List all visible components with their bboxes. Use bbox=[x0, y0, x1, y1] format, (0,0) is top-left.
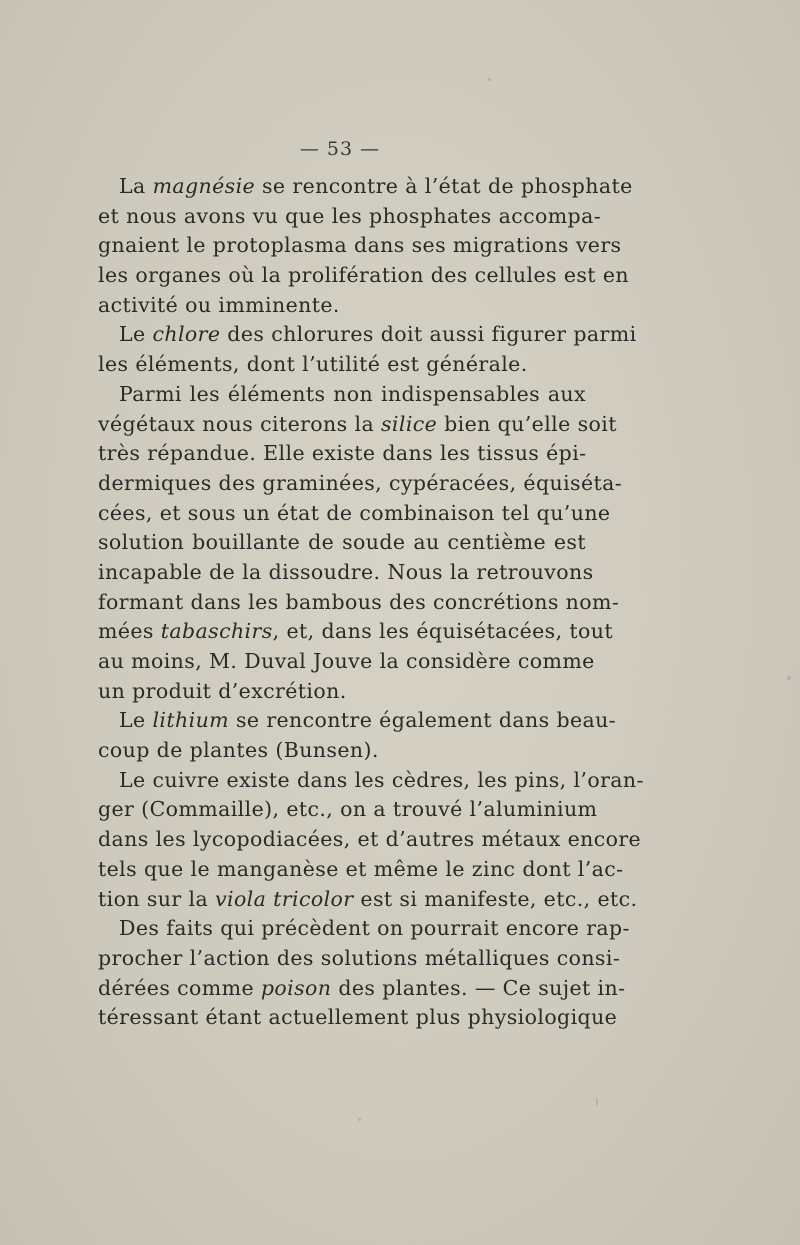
italic-term: tabaschirs bbox=[160, 619, 273, 644]
text-line bbox=[98, 380, 586, 410]
text-line bbox=[98, 558, 594, 588]
paper-speck bbox=[787, 676, 791, 680]
text-segment: très répandue. Elle existe dans les tissus épi- bbox=[98, 441, 587, 466]
text-line bbox=[98, 766, 644, 796]
italic-term: chlore bbox=[152, 322, 221, 347]
text-line bbox=[98, 944, 621, 974]
text-segment: se rencontre également dans beau- bbox=[229, 708, 617, 733]
text-segment: végétaux nous citerons la bbox=[98, 411, 381, 436]
text-segment: La bbox=[119, 174, 153, 198]
text-line bbox=[98, 706, 617, 736]
text-line bbox=[98, 974, 626, 1004]
text-segment: gnaient le protoplasma dans ses migrations vers bbox=[98, 233, 622, 258]
text-segment: des plantes. — Ce sujet in- bbox=[331, 975, 626, 1000]
text-segment: formant dans les bambous des concrétions nom- bbox=[98, 589, 620, 614]
text-line bbox=[98, 410, 617, 440]
text-line bbox=[98, 825, 642, 855]
text-segment: téressant étant actuellement plus physiologique bbox=[98, 1005, 618, 1030]
text-line bbox=[98, 736, 586, 766]
italic-term: magnésie bbox=[152, 174, 256, 198]
text-segment: , et, dans les équisétacées, tout bbox=[272, 619, 614, 644]
paper-speck bbox=[488, 78, 491, 81]
text-line bbox=[98, 647, 595, 677]
italic-term: poison bbox=[260, 975, 332, 1000]
text-segment: coup de plantes (Bunsen). bbox=[98, 738, 379, 763]
text-segment: les organes où la prolifération des cellules est en bbox=[98, 263, 629, 288]
text-segment: se rencontre à l’état de phosphate bbox=[255, 174, 633, 198]
text-line bbox=[98, 914, 630, 944]
text-line bbox=[98, 350, 586, 380]
text-segment: mées bbox=[98, 619, 161, 644]
text-line bbox=[98, 261, 629, 291]
text-segment: Des faits qui précèdent on pourrait encore rap- bbox=[119, 916, 630, 941]
text-segment: tion sur la bbox=[98, 886, 215, 911]
body-text bbox=[98, 172, 644, 1033]
text-segment: Parmi les éléments non indispensables aux bbox=[119, 381, 586, 406]
text-segment: un produit d’excrétion. bbox=[98, 678, 347, 703]
text-segment: Le bbox=[119, 708, 153, 733]
text-segment: Le cuivre existe dans les cèdres, les pins, l’oran- bbox=[119, 767, 644, 792]
text-line bbox=[98, 855, 624, 885]
page-number: — 53 — bbox=[299, 138, 381, 160]
text-segment: procher l’action des solutions métalliques consi- bbox=[98, 945, 621, 970]
text-segment: Le bbox=[119, 322, 153, 347]
text-line bbox=[98, 885, 638, 915]
text-segment: bien qu’elle soit bbox=[437, 411, 617, 436]
text-line bbox=[98, 795, 598, 825]
italic-term: silice bbox=[380, 411, 438, 436]
text-line bbox=[98, 617, 614, 647]
text-segment: dérées comme bbox=[98, 975, 261, 1000]
text-line bbox=[98, 588, 620, 618]
text-segment: activité ou imminente. bbox=[98, 292, 340, 317]
text-line bbox=[98, 172, 633, 202]
text-segment: les éléments, dont l’utilité est générale. bbox=[98, 352, 528, 377]
text-line bbox=[98, 231, 622, 261]
paper-speck bbox=[596, 1098, 598, 1106]
text-segment: incapable de la dissoudre. Nous la retrouvons bbox=[98, 559, 594, 584]
italic-term: viola tricolor bbox=[215, 886, 354, 911]
paper-speck bbox=[358, 1118, 361, 1121]
text-segment: cées, et sous un état de combinaison tel qu’une bbox=[98, 500, 611, 525]
text-segment: des chlorures doit aussi figurer parmi bbox=[220, 322, 637, 347]
text-line bbox=[98, 469, 623, 499]
text-segment: est si manifeste, etc., etc. bbox=[353, 886, 638, 911]
text-line bbox=[98, 202, 602, 232]
text-line bbox=[98, 439, 586, 469]
text-segment: ger (Commaille), etc., on a trouvé l’aluminium bbox=[98, 797, 598, 822]
text-line bbox=[98, 499, 611, 529]
text-line bbox=[98, 320, 637, 350]
text-line bbox=[98, 1003, 618, 1033]
text-line bbox=[98, 677, 586, 707]
text-line bbox=[98, 528, 586, 558]
text-segment: au moins, M. Duval Jouve la considère comme bbox=[98, 649, 595, 673]
text-segment: dans les lycopodiacées, et d’autres métaux encore bbox=[98, 827, 642, 852]
text-segment: solution bouillante de soude au centième est bbox=[98, 530, 586, 555]
text-line bbox=[98, 291, 586, 321]
text-segment: dermiques des graminées, cypéracées, équiséta- bbox=[98, 470, 623, 495]
text-segment: tels que le manganèse et même le zinc dont l’ac- bbox=[98, 856, 624, 881]
text-segment: et nous avons vu que les phosphates accompa- bbox=[98, 203, 602, 228]
italic-term: lithium bbox=[152, 708, 230, 733]
